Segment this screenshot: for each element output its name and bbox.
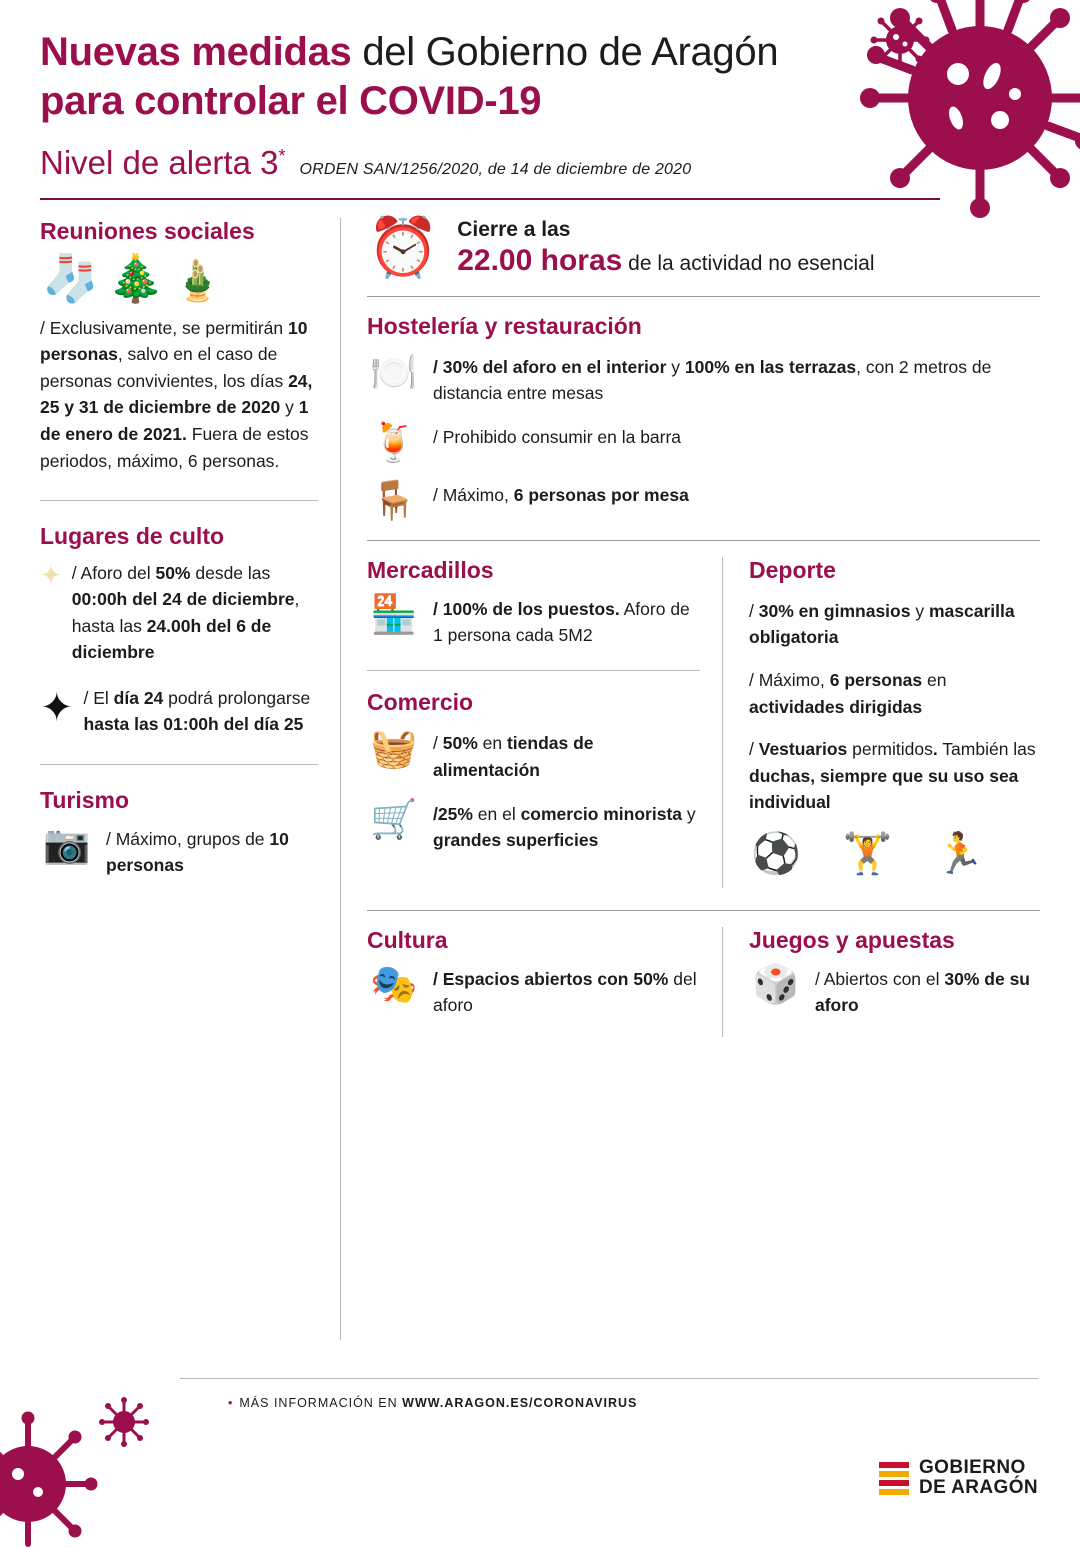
divider-left-2 (40, 764, 318, 765)
section-title-hosteleria: Hostelería y restauración (367, 312, 642, 339)
closing-hours: 22.00 horas (457, 243, 623, 277)
deporte-item-3: / Vestuarios permitidos. También las duchas, siempre que su uso sea individual (749, 739, 1036, 813)
aragon-flag-icon (879, 1462, 909, 1495)
weightlifter-icon: 🏋️ (842, 832, 893, 877)
divider-mid-1 (367, 670, 700, 671)
closing-line2 (457, 244, 874, 278)
section-title-juegos: Juegos y apuestas (749, 927, 955, 954)
camera-icon: 📷 (43, 823, 91, 866)
divider-right-1 (367, 296, 1040, 297)
section-mercadillos (367, 557, 700, 649)
closing-line1: Cierre a las (457, 217, 571, 241)
christmas-stocking-icon: 🧦 (42, 251, 100, 304)
section-turismo (40, 787, 318, 879)
reuniones-text: / Exclusivamente, se permitirán 10 personas, salvo en el caso de personas convivientes, los días 24, 25 y 31 de diciembre de 2020 y 1 de enero de 2021. Fuera de estos periodos, máximo, 6 personas. (40, 317, 313, 471)
turismo-item (40, 823, 318, 879)
footer (0, 1378, 1080, 1528)
table-chairs-icon: 🪑 (370, 479, 418, 522)
mercadillos-text: / 100% de los puestos. Aforo de 1 persona cada 5M2 (433, 598, 690, 646)
juegos-text: / Abiertos con el 30% de su aforo (815, 969, 1030, 1016)
section-title-mercadillos: Mercadillos (367, 556, 494, 583)
christmas-bauble-icon: 🎍 (172, 258, 223, 303)
title-part1: Nuevas medidas (40, 30, 352, 74)
shopping-cart-icon: 🛒 (370, 798, 418, 841)
logo-line-1: GOBIERNO (918, 1457, 1026, 1479)
section-title-reuniones: Reuniones sociales (40, 217, 255, 244)
culto-item-2 (40, 685, 318, 738)
footer-divider (180, 1378, 1038, 1379)
comercio-item-1-text: / 50% en tiendas de alimentación (433, 733, 594, 780)
title-part2: del Gobierno de Aragón (351, 30, 779, 74)
reuniones-icons (42, 251, 318, 304)
bottom-grid (367, 927, 1040, 1037)
hosteleria-item-3-text: / Máximo, 6 personas por mesa (433, 484, 689, 505)
star-sparkle-icon: ✦ (40, 560, 62, 591)
theater-masks-icon: 🎭 (370, 964, 418, 1007)
comercio-item-1 (367, 730, 700, 783)
divider-right-2 (367, 540, 1040, 541)
section-title-culto: Lugares de culto (40, 523, 225, 550)
mid-left (367, 557, 722, 888)
right-column (341, 214, 1040, 1340)
more-info-label: MÁS INFORMACIÓN EN (239, 1396, 403, 1410)
page-title (40, 28, 860, 126)
comercio-item-2-text: /25% en el comercio minorista y grandes superficies (433, 803, 696, 851)
bottom-left (367, 927, 722, 1037)
alert-asterisk: * (278, 145, 286, 166)
turismo-text: / Máximo, grupos de 10 personas (106, 828, 289, 875)
bullet-icon: • (228, 1396, 234, 1410)
hosteleria-item-3 (367, 479, 1040, 522)
hosteleria-item-2-text: / Prohibido consumir en la barra (433, 427, 682, 448)
four-point-star-icon: ✦ (40, 686, 74, 731)
serving-dish-icon: 🍽️ (370, 351, 418, 394)
cultura-item (367, 966, 700, 1019)
culto-item-1 (40, 560, 318, 665)
section-comercio (367, 689, 700, 853)
more-info-url[interactable]: WWW.ARAGON.ES/CORONAVIRUS (402, 1396, 638, 1410)
mid-right (722, 557, 1040, 888)
hosteleria-item-2 (367, 424, 1040, 464)
section-lugares-de-culto (40, 523, 318, 738)
deporte-item-1: / 30% en gimnasios y mascarilla obligatoria (749, 600, 1015, 648)
divider-left-1 (40, 500, 318, 501)
section-title-deporte: Deporte (749, 556, 836, 583)
market-stall-icon: 🏪 (370, 593, 418, 636)
hosteleria-item-1-text: / 30% del aforo en el interior y 100% en las terrazas, con 2 metros de distancia entre mesas (433, 356, 992, 403)
section-title-comercio: Comercio (367, 689, 474, 716)
runner-icon: 🏃 (934, 832, 985, 877)
government-logo-text (919, 1458, 1038, 1498)
deporte-item-2: / Máximo, 6 personas en actividades dirigidas (749, 670, 947, 717)
mercadillos-item (367, 593, 700, 649)
closing-rest: de la actividad no esencial (622, 251, 875, 275)
section-hosteleria (367, 313, 1040, 522)
divider-right-3 (367, 910, 1040, 911)
government-logo (879, 1458, 1038, 1498)
juegos-item (749, 966, 1040, 1019)
deporte-icons (751, 832, 1040, 877)
mid-grid (367, 557, 1040, 888)
section-title-turismo: Turismo (40, 786, 130, 813)
left-column (40, 218, 340, 1340)
coronavirus-small-icon (870, 10, 930, 70)
culto-item-2-text: / El día 24 podrá prolongarse hasta las 01:00h del día 25 (83, 688, 311, 735)
more-info (228, 1396, 637, 1410)
soccer-ball-icon: ⚽ (751, 832, 801, 877)
comercio-item-2 (367, 798, 700, 854)
alert-level: Nivel de alerta 3* (40, 143, 286, 181)
section-deporte (749, 556, 1040, 877)
cocktail-icon: 🍹 (370, 422, 418, 465)
alarm-clock-icon: ⏰ (367, 214, 440, 280)
hosteleria-item-1 (367, 351, 1040, 407)
header (0, 0, 1080, 182)
dice-icon: 🎲 (752, 964, 800, 1007)
section-title-cultura: Cultura (367, 927, 448, 954)
coronavirus-footer-small-icon (96, 1394, 152, 1450)
closing-text (457, 218, 874, 278)
main-content (0, 200, 1080, 1340)
section-reuniones-sociales (40, 218, 318, 475)
shopping-basket-icon: 🧺 (370, 728, 418, 771)
title-part3: para controlar el COVID-19 (40, 78, 542, 123)
bottom-right (722, 927, 1040, 1037)
cultura-text: / Espacios abiertos con 50% del aforo (433, 969, 697, 1016)
christmas-tree-icon: 🎄 (107, 251, 165, 304)
logo-line-2: DE ARAGÓN (918, 1477, 1038, 1499)
culto-item-1-text: / Aforo del 50% desde las 00:00h del 24 de diciembre, hasta las 24.00h del 6 de diciembre (71, 563, 300, 662)
order-reference: ORDEN SAN/1256/2020, de 14 de diciembre de 2020 (299, 160, 692, 178)
